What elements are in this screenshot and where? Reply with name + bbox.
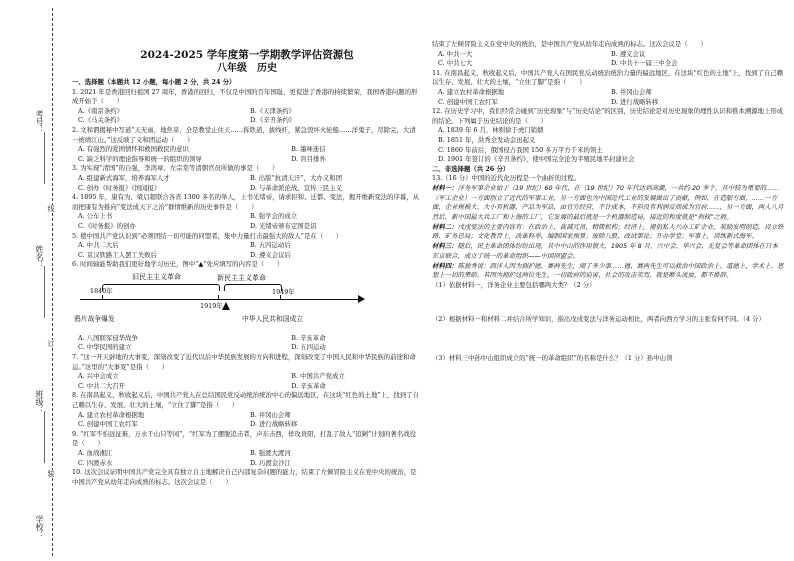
q3-stem: 3. 为实现“清国”的自强，李鸿章、左宗棠等清朝官员所做的事是（ ） (72, 164, 279, 173)
label-name: 姓名： (35, 245, 44, 269)
q8-option-a[interactable]: A. 建立农村革命根据地 (78, 410, 145, 419)
q2-option-b[interactable]: B. 墨味迷信 (291, 145, 326, 154)
q12-option-a[interactable]: A. 1839 年 6 月，林则徐于虎门销烟 (438, 126, 544, 135)
q6-option-d[interactable]: D. 五四运动 (291, 343, 326, 352)
subquestion-2: （2）根据材料一和材料二并结合所学知识，指出戊戌变法与洋务运动相比，两者向西方学习的主张有何不同。（4 分） (432, 314, 765, 323)
year-1949: 1949年 (272, 287, 295, 296)
label-school: 学校： (35, 515, 44, 539)
material-3-label: 材料三： (432, 242, 458, 251)
timeline-arrow-icon (358, 295, 365, 303)
q9-option-c[interactable]: C. 四渡赤水 (78, 458, 113, 467)
label-old-democratic-revolution: 旧民主主义革命 (132, 272, 181, 281)
subquestion-3: （3）材料三中孙中山组织成立的“统一的革命组织”的名称是什么？（1 分）孙中山领 (432, 354, 673, 363)
question-9 (72, 430, 422, 468)
q10-stem: 10. 这次会议证明中国共产党完全具有独立自主地解决自己内部复杂问题的能力，结束了左倾冒险主义在党中央的统治，是中国共产党从幼年走向成熟的标志。这次会议是（ ） (72, 468, 417, 486)
material-2-text: 戊戌变法的主要内容有：在政治上，裁减冗员，精简机构；经济上，提倡私人兴办工矿企业，奖励发明创造，设立铁路、矿务总局；文化教育上，改革科举，编制国家预算；废除八股，改试策论；开办学堂；军事上，训练新式海军。 (432, 222, 784, 241)
q8-option-c[interactable]: C. 创建中国工农红军 (78, 420, 138, 429)
q7-stem: 7. “这一开天辟地的大事变，深刻改变了近代以后中华民族发展的方向和进程，深刻改变了中国人民和中华民族的前途和命运。”这里的“大事变”是指（ ） (72, 353, 416, 371)
q6-timeline (72, 271, 422, 333)
year-1919: 1919年 (200, 301, 223, 310)
q6-option-b[interactable]: B. 辛亥革命 (291, 333, 326, 342)
exam-number-field[interactable] (44, 132, 45, 184)
timeline-axis (80, 299, 360, 300)
cut-word-order: 订 (47, 340, 55, 347)
q2-option-a[interactable]: A. 有强烈的爱国情怀和救国救民的意识 (78, 145, 189, 154)
q3-option-b[interactable]: B. 出版“抗清天汗”，大办义和团 (250, 173, 342, 182)
question-4 (72, 193, 422, 231)
cut-word-bind: 装 (47, 470, 55, 477)
material-4 (432, 262, 784, 281)
q4-stem: 4. 1895 年，康有为、梁启超联合各省 1300 多名的举人，上书光绪帝，请求拒和、迁都、变法，揭开维新变法的序幕，从而把康有为推向“变法成天下之治”群情维新的历史事件是（ ） (72, 193, 420, 211)
q1-stem: 1. 2021 年是香港回归祖国 27 周年，香港的回归，不仅是中国的百年国耻，更促进了香港的持续繁荣，我国香港问题的形成开始于（ ） (72, 87, 418, 106)
cut-word-line: 线 (47, 205, 55, 212)
q4-option-b[interactable]: B. 强学会的成立 (250, 212, 298, 221)
q10-stem-start (72, 468, 422, 486)
q5-option-d[interactable]: D. 遵义会议后 (250, 250, 291, 259)
q1-option-b[interactable]: B.《天津条约》 (250, 106, 296, 115)
exam-subtitle: 八年级 历史 (217, 63, 277, 74)
q11-option-b[interactable]: B. 井冈山会师 (611, 87, 652, 96)
q12-option-d[interactable]: D. 1901 年签订的《辛丑条约》，使中国完全沦为半殖民地半封建社会 (438, 155, 635, 164)
q9-option-d[interactable]: D. 巧渡金沙江 (250, 458, 291, 467)
q7-option-c[interactable]: C. 中共二大召开 (78, 381, 126, 390)
q2-option-c[interactable]: C. 缺乏科学的理论指导和统一的组织的领导 (78, 154, 202, 163)
q4-option-c[interactable]: C.《时务报》的创办 (78, 221, 136, 230)
q1-option-d[interactable]: D.《辛丑条约》 (250, 116, 296, 125)
binding-margin (0, 0, 64, 561)
material-1-label: 材料一： (432, 183, 458, 192)
right-column (432, 0, 784, 364)
material-4-label: 材料四： (432, 261, 458, 270)
q1-option-a[interactable]: A.《南京条约》 (78, 106, 123, 115)
section1-heading: 一、选择题（本题共 12 小题，每小题 2 分，共 24 分） (72, 78, 236, 86)
q6-stem: 6. 时间轴能帮助我们更好地学习历史，图中“▲”处应填写的内容是（ ） (72, 260, 284, 269)
q3-option-a[interactable]: A. 组建新式海军，培养海军人才 (78, 173, 170, 182)
q3-option-d[interactable]: D. 与革命派论战，宣传三民主义 (250, 183, 343, 192)
q10-continuation: 结束了左倾冒险主义在党中央的统治，是中国共产党从幼年走向成熟的标志。这次会议是（ ） (432, 40, 707, 48)
q1-option-c[interactable]: C.《马关条约》 (78, 116, 124, 125)
q9-option-a[interactable]: A. 血战湘江 (78, 449, 113, 457)
material-1 (432, 184, 784, 223)
answer-space-2[interactable] (432, 324, 784, 354)
answer-space-1[interactable] (432, 291, 784, 315)
q4-option-d[interactable]: D. 光绪帝颁布定国是诏 (250, 221, 317, 230)
q11-option-a[interactable]: A. 建立农村革命根据地 (438, 87, 505, 96)
triangle-marker-icon (222, 302, 230, 310)
q8-option-b[interactable]: B. 井冈山会师 (250, 410, 291, 419)
label-new-democratic-revolution: 新民主主义革命 (217, 273, 266, 282)
q8-stem: 8. 在南昌起义、秋收起义后，中国共产党人在总结国民党反动统治统治中心的偏远地区，在这块“红色的土地”上，找到了自己赖以生存、发展、壮大的土壤，“立住了脚”是指（ ） (72, 391, 419, 410)
exam-title: 2024-2025 学年度第一学期教学评估资源包 (140, 49, 354, 61)
question-5 (72, 232, 422, 261)
old-revolution-bracket (102, 284, 220, 291)
q10-option-c[interactable]: C. 中共七大 (438, 59, 473, 68)
name-field[interactable] (44, 266, 45, 318)
material-4-text: 陈独秀说：西洋人因为拥护德、赛两先生，闹了多少事……德、赛两先生可以救治中国政治上、道德上、学术上、思想上一切的黑暗。若因为拥护这两位先生，一切政府的迫害、社会的攻击笑骂，就是断头流血，都不推辞。 (432, 261, 784, 280)
q6-option-c[interactable]: C. 中华民国的建立 (78, 343, 132, 352)
material-2-label: 材料二： (432, 222, 458, 231)
q9-stem: 9. “红军不怕远征难，万水千山只等闲”，“红军为了摆脱追击者，声东击西，佯攻贵阳，打乱了敌人“追剿”计划的著名战役是（ ） (72, 429, 416, 448)
question-12 (432, 107, 784, 165)
material-3-text: 随后，民主革命团体纷纷出现，其中中山的作用很大，1905 年 8 月，兴中会、华兴会、光复会等革命团体在日本东京联合，成立了统一的革命组织——中国同盟会。 (432, 242, 778, 260)
q13-intro: 13.（16 分）中国的近代化历程是一个曲折的过程。 (432, 174, 581, 183)
question-2 (72, 126, 422, 164)
question-6 (72, 260, 422, 353)
q10-option-d[interactable]: D. 中共十一届三中全会 (611, 59, 678, 68)
event-prc-founded: 中华人民共和国成立 (242, 314, 304, 323)
q10-option-a[interactable]: A. 中共一大 (438, 49, 473, 58)
left-column (72, 0, 422, 486)
q4-option-a[interactable]: A. 公车上书 (78, 212, 113, 221)
label-class: 班级： (35, 390, 44, 414)
q5-stem: 5. 使中国共产党认识到“必须团结一切可能的同盟者，集中力量打击最强大的敌人”是在（ ） (72, 231, 343, 240)
q6-option-a[interactable]: A. 八国联军侵华战争 (78, 333, 138, 342)
event-opium-war: 鸦片战争爆发 (74, 314, 115, 323)
q12-option-b[interactable]: B. 1851 年，洪秀全发动金田起义 (438, 135, 536, 144)
material-1-text: 洋务军事企业始于（19 世纪）60 年代，在（19 世纪）70 年代达到高潮，一共约 20 多个，其中较为重要的……（军工企业）一方面创立了近代的军事工业，另一方面也为中国近代工业的发展做出了贡献，例如，在造船方面，……一方面，企业规模大、大小有机器，产品为军品，由官方经营，不计成本，不但没有利润反而成为官府……，另一方面，两人八月然后，新中国最大兵工厂和上海的工厂，它发展的最后就是一个机器制造局，接近的程度就是“利权”之般。 (432, 183, 784, 222)
q11-option-d[interactable]: D. 进行战略转移 (611, 97, 659, 106)
q7-option-a[interactable]: A. 兴中会成立 (78, 372, 119, 381)
q5-option-b[interactable]: B. 五四运动后 (250, 241, 291, 250)
section2-heading: 二、非选择题（共 26 分） (432, 164, 510, 173)
q5-option-a[interactable]: A. 中共二大后 (78, 241, 119, 250)
q8-option-d[interactable]: D. 进行战略转移 (250, 420, 298, 429)
q9-option-b[interactable]: B. 强渡大渡河 (250, 449, 291, 457)
q11-stem: 11. 在南昌起义、秋收起义后，中国共产党人在国民党反动统治统治力量的偏远地区，在这块“红色的土地”上，找到了自己赖以生存、发展、壮大的土壤，“立住了脚”是指（ ） (432, 68, 784, 87)
q11-option-c[interactable]: C. 创建中国工农红军 (438, 97, 498, 106)
q2-option-d[interactable]: D. 盲目排外 (291, 154, 326, 163)
question-3 (72, 164, 422, 193)
q12-stem: 12. 在历史学习中，我们经常会碰到“历史现象”与“历史结论”的区别，历史结论是对历史现象的理性认识和推本溯源地上形成的结论。下列属于历史结论的是（ ） (432, 107, 784, 125)
question-10-cont (432, 40, 784, 69)
material-3 (432, 242, 784, 261)
q3-option-c[interactable]: C. 创办《时务报》《国闻报》 (78, 183, 161, 192)
q12-option-c[interactable]: C. 1860 年前后，俄国侵占我国 150 多万平方千米的领土 (438, 145, 603, 154)
question-11 (432, 69, 784, 107)
class-field[interactable] (44, 411, 45, 463)
q7-option-b[interactable]: B. 中国共产党成立 (291, 372, 345, 381)
material-2 (432, 223, 784, 242)
q10-option-b[interactable]: B. 遵义会议 (611, 49, 646, 58)
q2-stem: 2. 文和谓揭秘中写道“天无雨，地焦旱，全是教堂止住天……拆铁道，拔线杆，紧急毁坏火轮船……洋鬼子，尽除完，大清一统靖江山。”这反映了义和团运动（ ） (72, 125, 416, 144)
label-exam-number: 考号： (35, 110, 44, 134)
question-8 (72, 391, 422, 429)
question-1 (72, 88, 422, 126)
question-7 (72, 353, 422, 391)
year-1840: 1840年 (90, 286, 113, 295)
q5-option-c[interactable]: C. 京汉铁路工人罢工失败后 (78, 250, 158, 259)
q7-option-d[interactable]: D. 辛亥革命 (291, 381, 326, 390)
subquestion-1: （1）依据材料一，洋务企业主要包括哪两大类？（2 分） (432, 280, 596, 289)
tick-1919 (218, 295, 219, 299)
